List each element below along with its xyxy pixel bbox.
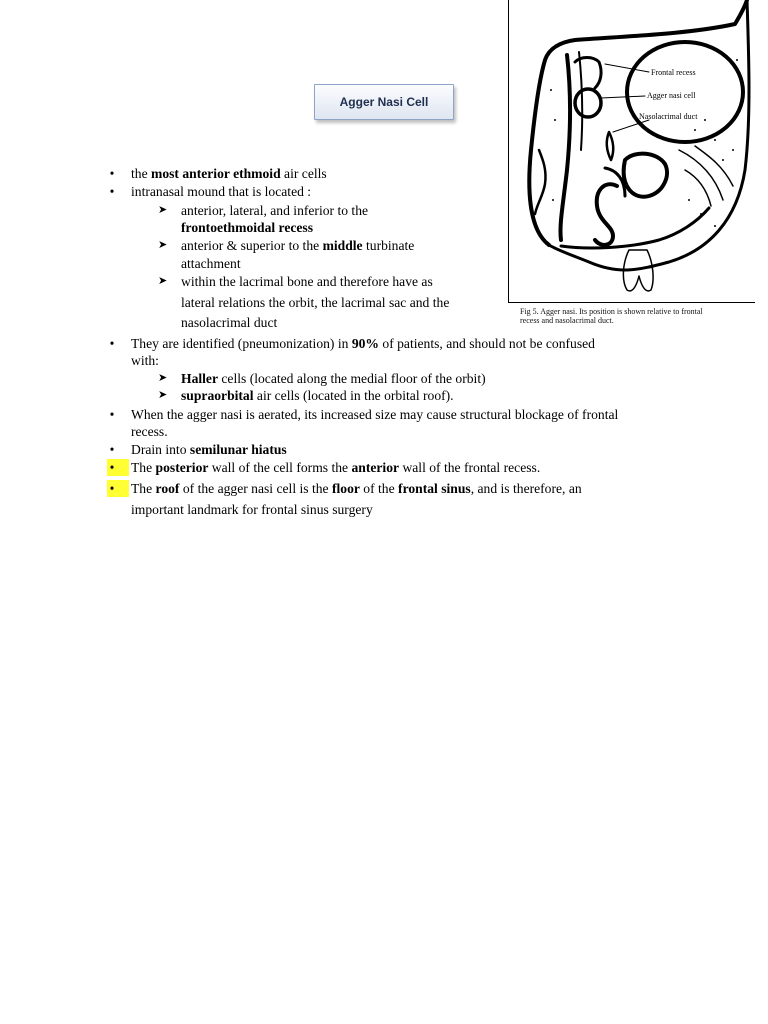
sub-supraorbital-cells [181,387,454,404]
bullet-roof-floor [131,480,582,497]
bold-run: Haller [181,371,218,386]
bullet-drain [131,441,287,458]
bold-run: most anterior ethmoid [151,166,281,181]
text-run: the [131,166,152,181]
caption-line-2: recess and nasolacrimal duct. [520,316,614,325]
bullet-aerated-cont: recess. [131,424,168,439]
bold-run: floor [331,481,360,496]
bold-run: frontal sinus [398,481,471,496]
text-run: turbinate [362,238,415,253]
text-run: The [131,460,156,475]
bullet-aerated: When the agger nasi is aerated, its increased size may cause structural blockage of frontal [131,407,619,422]
sub-lateral-relations: lateral relations the orbit, the lacrimal sac and the [181,295,450,310]
label-nasolacrimal-duct: Nasolacrimal duct [639,112,698,121]
title-box [314,84,454,120]
sub-anterior-superior [181,237,414,254]
arrow-marker: ➤ [158,275,168,287]
bullet-posterior-wall [131,459,540,476]
bullet-roof-floor-cont: important landmark for frontal sinus surgery [131,502,373,517]
label-frontal-recess: Frontal recess [651,68,696,77]
arrow-marker: ➤ [158,239,168,251]
sub-nasolacrimal-duct: nasolacrimal duct [181,315,278,330]
sub-attachment: attachment [181,256,241,271]
bullet-marker: • [109,166,115,181]
text-run: Drain into [131,442,190,457]
text-run: air cells [280,166,327,181]
text-run: of the agger nasi cell is the [179,481,332,496]
text-run: of the [359,481,399,496]
bold-run: roof [155,481,180,496]
bold-run: anterior [351,460,400,475]
text-run: air cells (located in the orbital roof). [253,388,454,403]
bullet-marker: • [109,442,115,457]
bold-run: semilunar hiatus [189,442,287,457]
caption-line-1: Fig 5. Agger nasi. Its position is shown relative to frontal [520,307,703,316]
text-run: of patients, and should not be confused [379,336,595,351]
page-title: Agger Nasi Cell [339,94,429,109]
anatomy-figure [508,0,755,303]
bold-run: 90% [351,336,380,351]
sinus-diagram [509,0,755,302]
bullet-marker: • [109,481,115,496]
bullet-identified-cont: with: [131,353,159,368]
text-run: , and is therefore, an [470,481,582,496]
bullet-marker: • [109,336,115,351]
sub-frontoethmoidal-recess [181,219,313,236]
bullet-marker: • [109,460,115,475]
text-run: wall of the frontal recess. [399,460,541,475]
bold-run: posterior [155,460,209,475]
bullet-identified [131,335,595,352]
bullet-intranasal-mound: intranasal mound that is located : [131,184,312,199]
bold-run: middle [322,238,363,253]
sub-anterior-lateral-inferior: anterior, lateral, and inferior to the [181,203,369,218]
text-run: cells (located along the medial floor of the orbit) [218,371,486,386]
bold-run: supraorbital [181,388,254,403]
bold-run: frontoethmoidal recess [181,220,314,235]
label-agger-nasi-cell: Agger nasi cell [647,91,696,100]
arrow-marker: ➤ [158,372,168,384]
bullet-marker: • [109,184,115,199]
sub-haller-cells [181,370,486,387]
bullet-most-anterior [131,165,327,182]
arrow-marker: ➤ [158,204,168,216]
text-run: The [131,481,156,496]
text-run: They are identified (pneumonization) in [131,336,352,351]
bullet-marker: • [109,407,115,422]
text-run: wall of the cell forms the [208,460,352,475]
arrow-marker: ➤ [158,389,168,401]
text-run: anterior & superior to the [181,238,323,253]
figure-caption [520,307,756,325]
sub-lacrimal-bone: within the lacrimal bone and therefore have as [181,274,433,289]
